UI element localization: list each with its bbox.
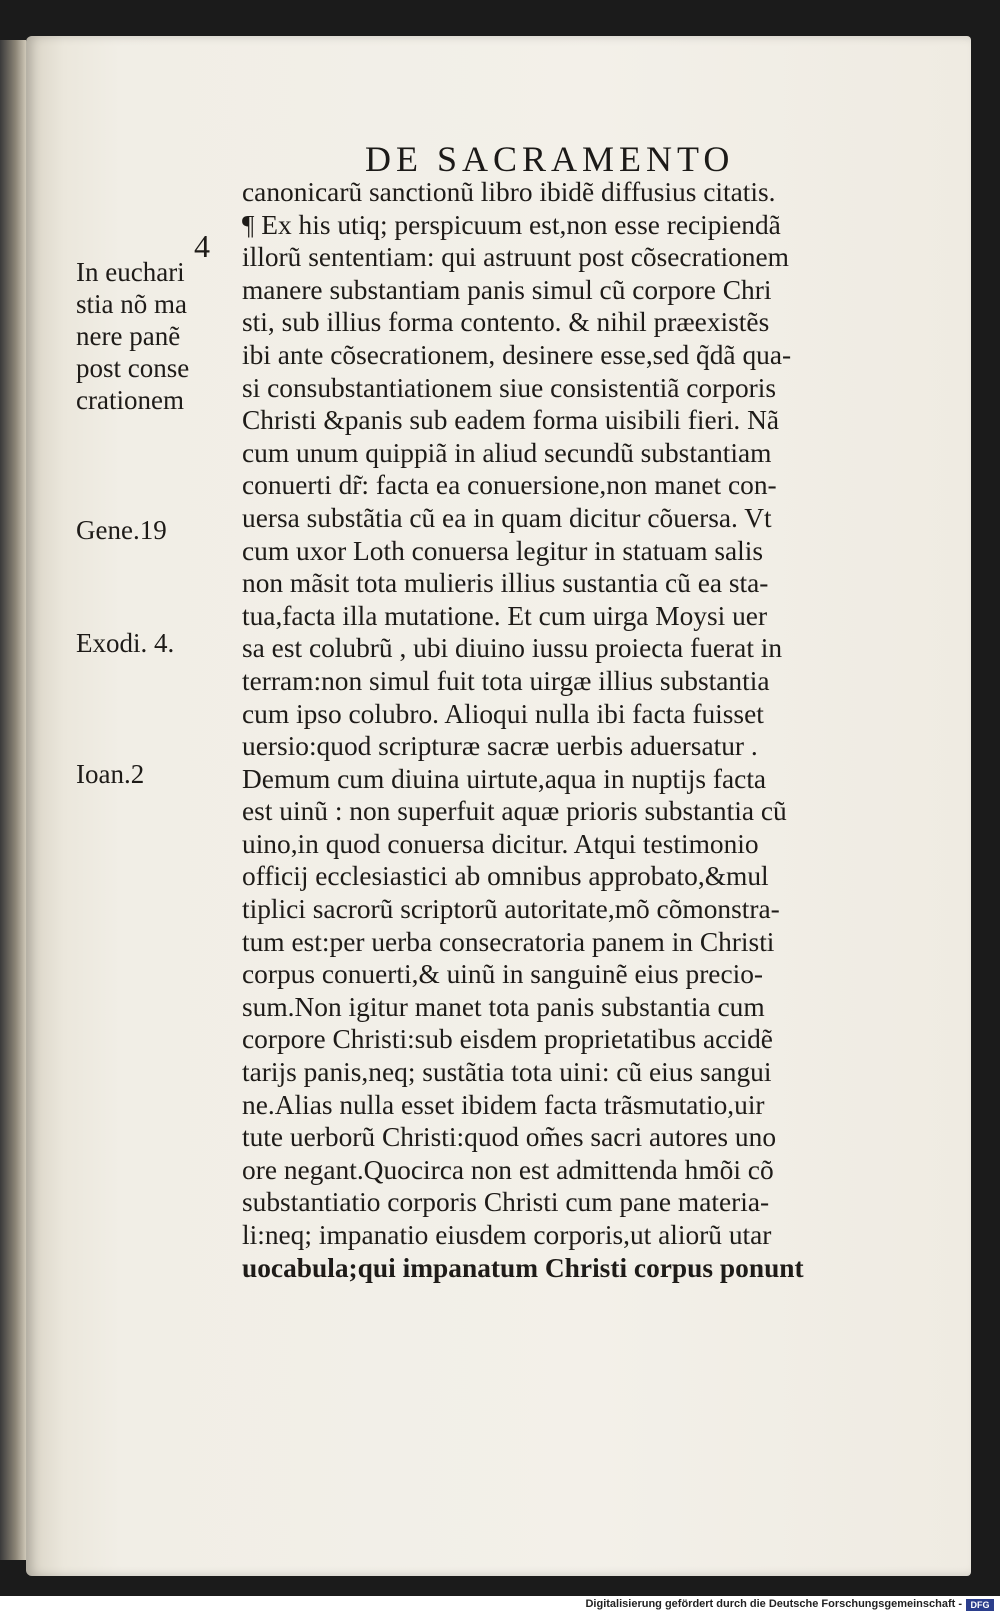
text-line: canonicarũ sanctionũ libro ibidẽ diffusius citatis.	[242, 177, 776, 207]
book-page-edge	[0, 40, 26, 1560]
text-line: corpore Christi:sub eisdem proprietatibus accidẽ	[242, 1024, 773, 1055]
text-line: tarijs panis,neq; sustãtia tota uini: cũ eius sangui	[242, 1057, 772, 1088]
margin-note-line: Gene.19	[76, 515, 167, 545]
text-line: Christi &panis sub eadem forma uisibili fieri. Nã	[242, 405, 780, 436]
running-head: DE SACRAMENTO	[365, 139, 735, 179]
text-line: cum unum quippiã in aliud secundũ substantiam	[242, 437, 772, 468]
text-line: cum ipso colubro. Alioqui nulla ibi facta fuisset	[242, 698, 764, 729]
body-text	[242, 176, 922, 1284]
margin-number: 4	[194, 228, 210, 264]
funding-credit: Digitalisierung gefördert durch die Deutsche Forschungsgemeinschaft -	[585, 1598, 962, 1610]
margin-note-eucharistia	[76, 256, 189, 416]
margin-note-line: In euchari	[76, 257, 185, 287]
margin-note-line: stia nõ ma	[76, 289, 187, 319]
text-line: tiplici sacrorũ scriptorũ autoritate,mõ cõmonstra-	[242, 894, 780, 925]
text-line: illorũ sententiam: qui astruunt post cõsecrationem	[242, 242, 789, 273]
text-line: Demum cum diuina uirtute,aqua in nuptijs facta	[242, 763, 767, 794]
text-line: est uinũ : non superfuit aquæ prioris substantia cũ	[242, 796, 787, 827]
margin-note-line: Exodi. 4.	[76, 628, 175, 658]
text-line: corpus conuerti,& uinũ in sanguinẽ eius precio-	[242, 959, 764, 990]
text-line: terram:non simul fuit tota uirgæ illius substantia	[242, 665, 770, 696]
margin-note-line: post conse	[76, 353, 190, 383]
margin-note-john	[76, 758, 144, 790]
text-line: sa est colubrũ , ubi diuino iussu proiecta fuerat in	[242, 633, 783, 664]
text-line: non mãsit tota mulieris illius sustantia cũ ea sta-	[242, 568, 769, 599]
text-line: ore negant.Quocirca non est admittenda hmõi cõ	[242, 1154, 774, 1185]
text-line: ¶ Ex his utiq; perspicuum est,non esse recipiendã	[242, 209, 781, 240]
text-line: si consubstantiationem siue consistentiã corporis	[242, 372, 777, 403]
text-line: tute uerborũ Christi:quod om̃es sacri autores uno	[242, 1122, 777, 1153]
margin-note-genesis	[76, 514, 167, 546]
text-line: uocabula;qui impanatum Christi corpus ponunt	[242, 1252, 804, 1283]
text-line: officij ecclesiastici ab omnibus approbato,&mul	[242, 861, 769, 892]
margin-note-line: crationem	[76, 385, 184, 415]
text-line: li:neq; impanatio eiusdem corporis,ut aliorũ utar	[242, 1220, 772, 1250]
text-line: substantiatio corporis Christi cum pane materia-	[242, 1187, 770, 1218]
margin-note-line: nere panẽ	[76, 321, 181, 351]
text-line: uersa substãtia cũ ea in quam dicitur cõuersa. Vt	[242, 502, 772, 533]
text-line: sum.Non igitur manet tota panis substantia cum	[242, 991, 765, 1022]
text-line: ibi ante cõsecrationem, desinere esse,sed q̃dã qua-	[242, 339, 792, 370]
text-line: conuerti dr̃: facta ea conuersione,non manet con-	[242, 470, 777, 501]
text-line: cum uxor Loth conuersa legitur in statuam salis	[242, 535, 764, 566]
dfg-logo-icon: DFG	[966, 1599, 994, 1611]
margin-note-line: Ioan.2	[76, 759, 145, 789]
text-line: tum est:per uerba consecratoria panem in Christi	[242, 926, 775, 957]
text-line: manere substantiam panis simul cũ corpore Chri	[242, 274, 772, 305]
text-line: uersio:quod scripturæ sacræ uerbis aduersatur .	[242, 731, 758, 762]
text-line: uino,in quod conuersa dicitur. Atqui testimonio	[242, 828, 759, 859]
text-line: tua,facta illa mutatione. Et cum uirga Moysi uer	[242, 600, 768, 631]
text-line: sti, sub illius forma contento. & nihil præexistẽs	[242, 307, 770, 338]
text-line: ne.Alias nulla esset ibidem facta trãsmutatio,uir	[242, 1089, 765, 1120]
margin-note-exodus	[76, 627, 174, 659]
